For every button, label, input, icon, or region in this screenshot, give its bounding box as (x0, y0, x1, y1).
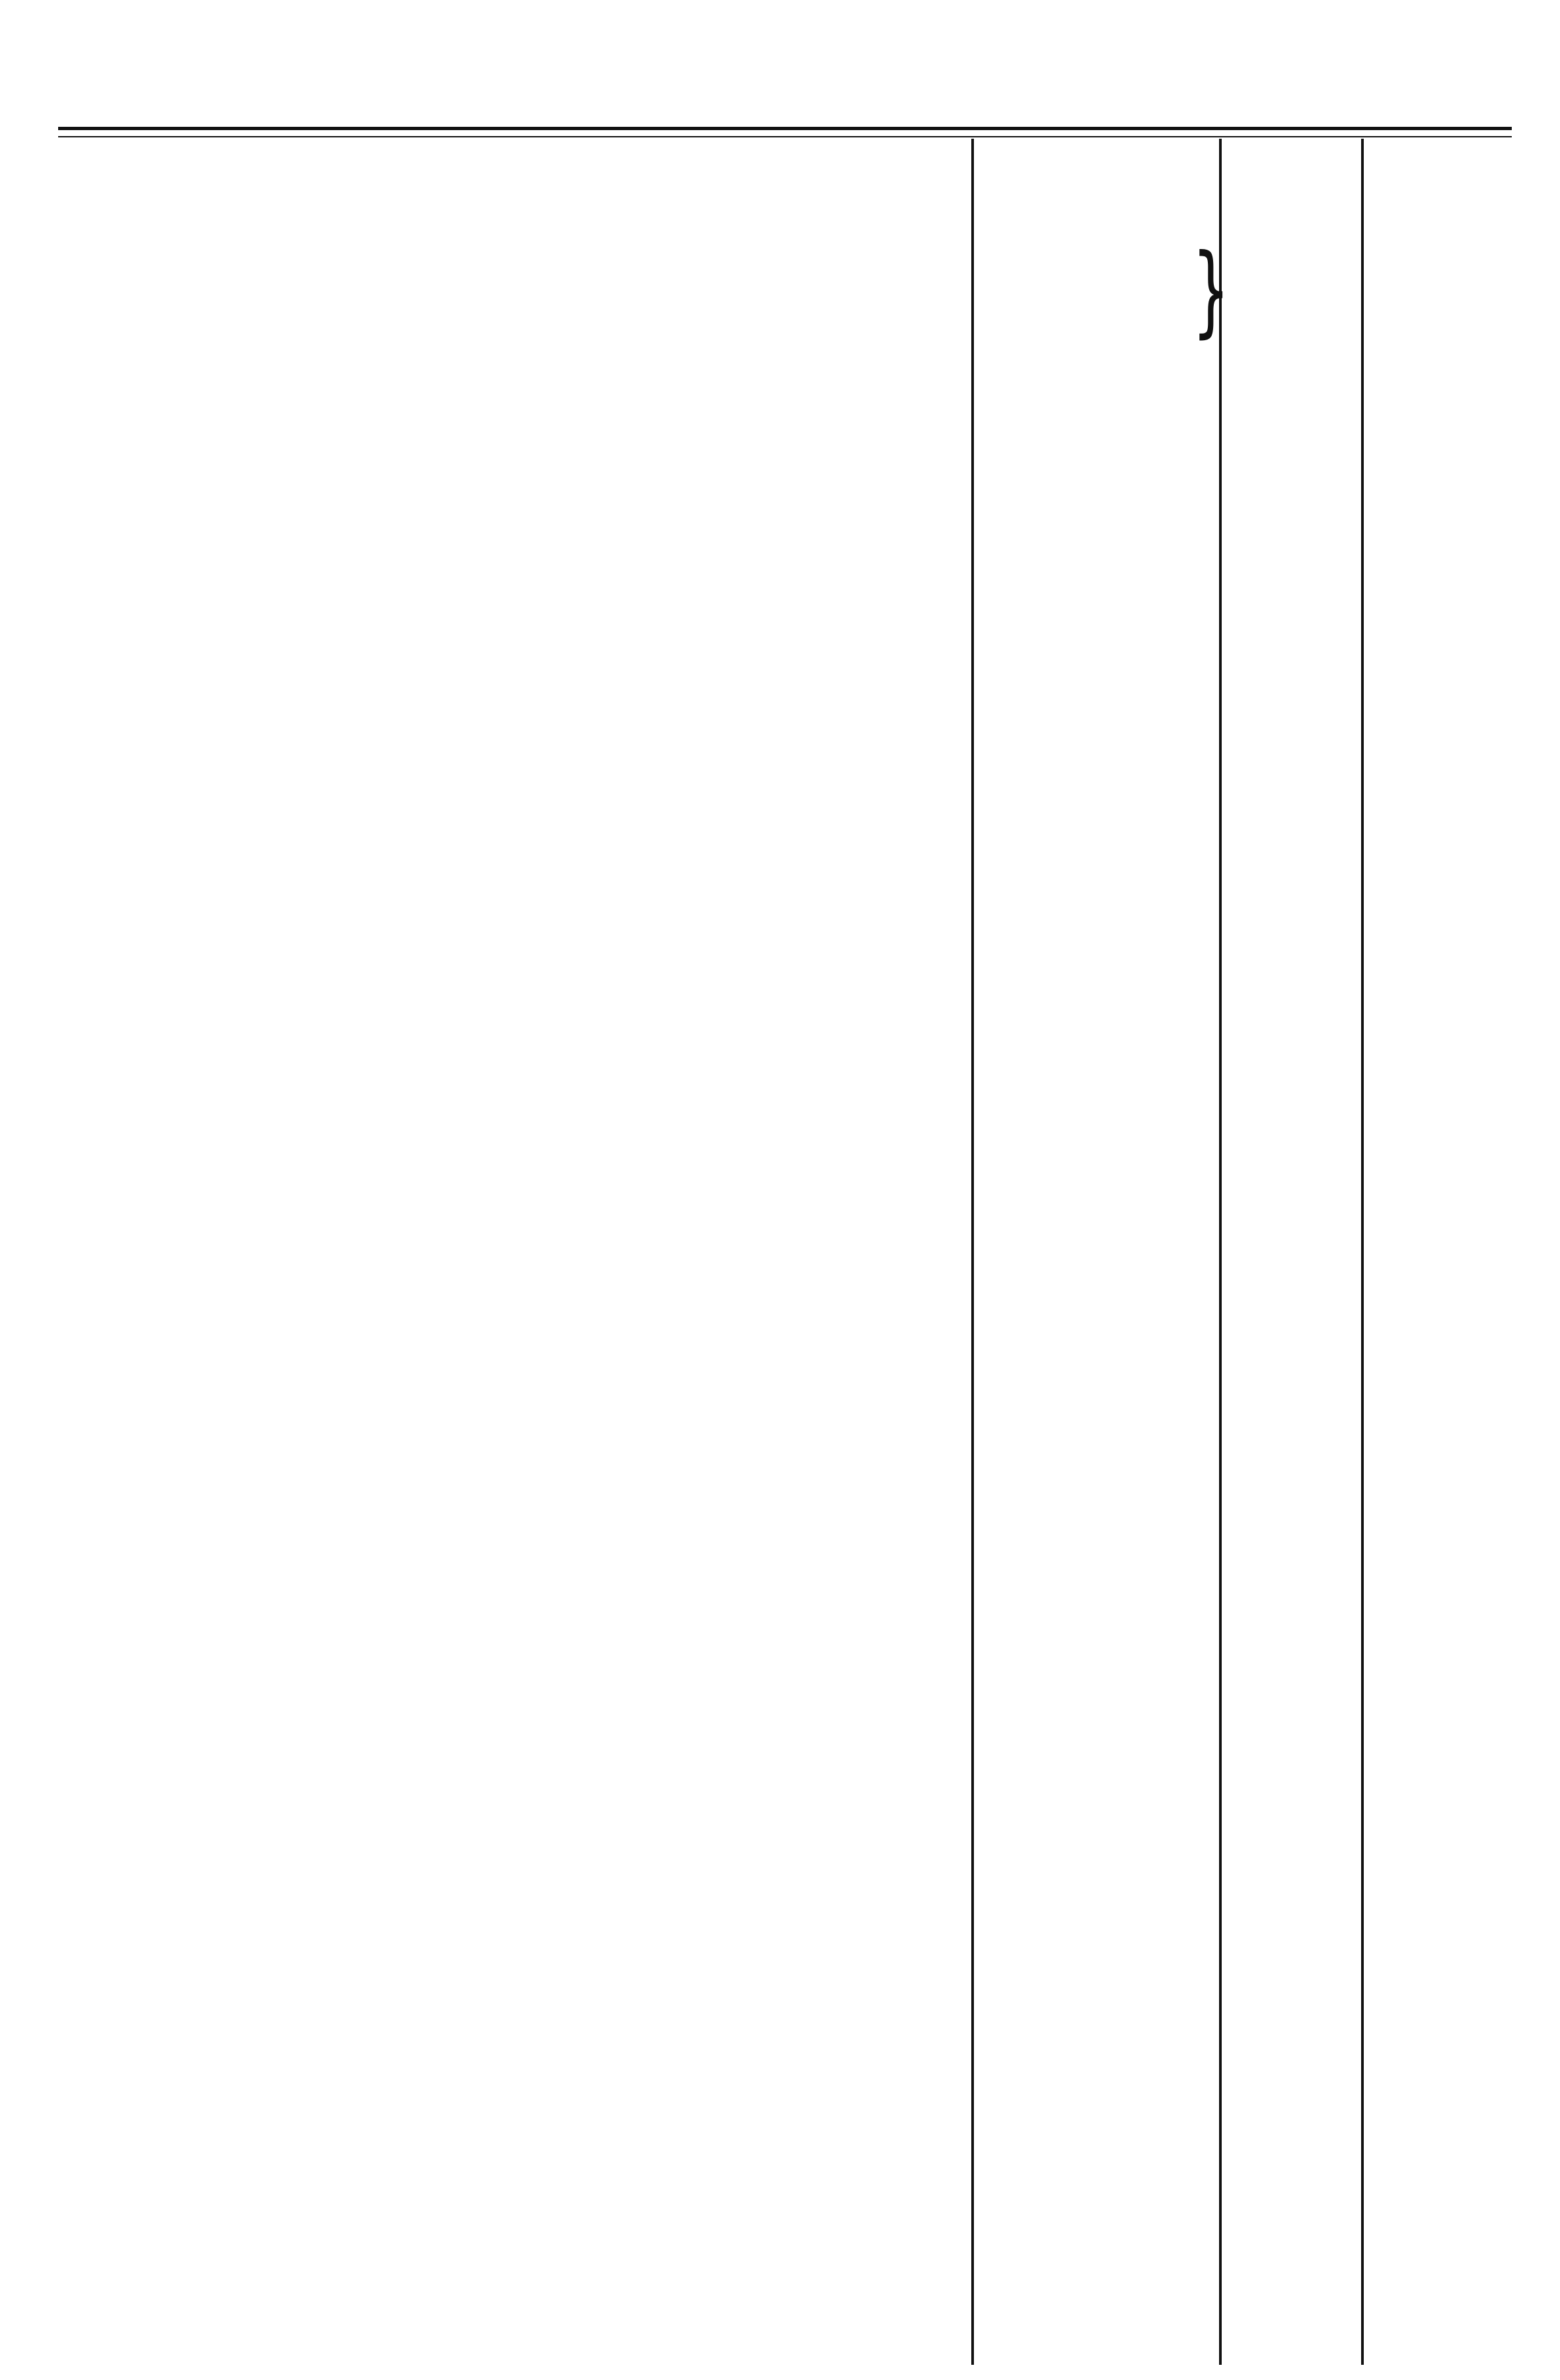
header-rule-thick (58, 127, 1512, 130)
curly-brace-icon: } (1192, 233, 1230, 348)
column-divider-section (1361, 139, 1364, 2365)
column-divider-regne (971, 139, 974, 2365)
header-rule-thin (58, 136, 1512, 137)
column-divider-chap (1219, 139, 1222, 2365)
